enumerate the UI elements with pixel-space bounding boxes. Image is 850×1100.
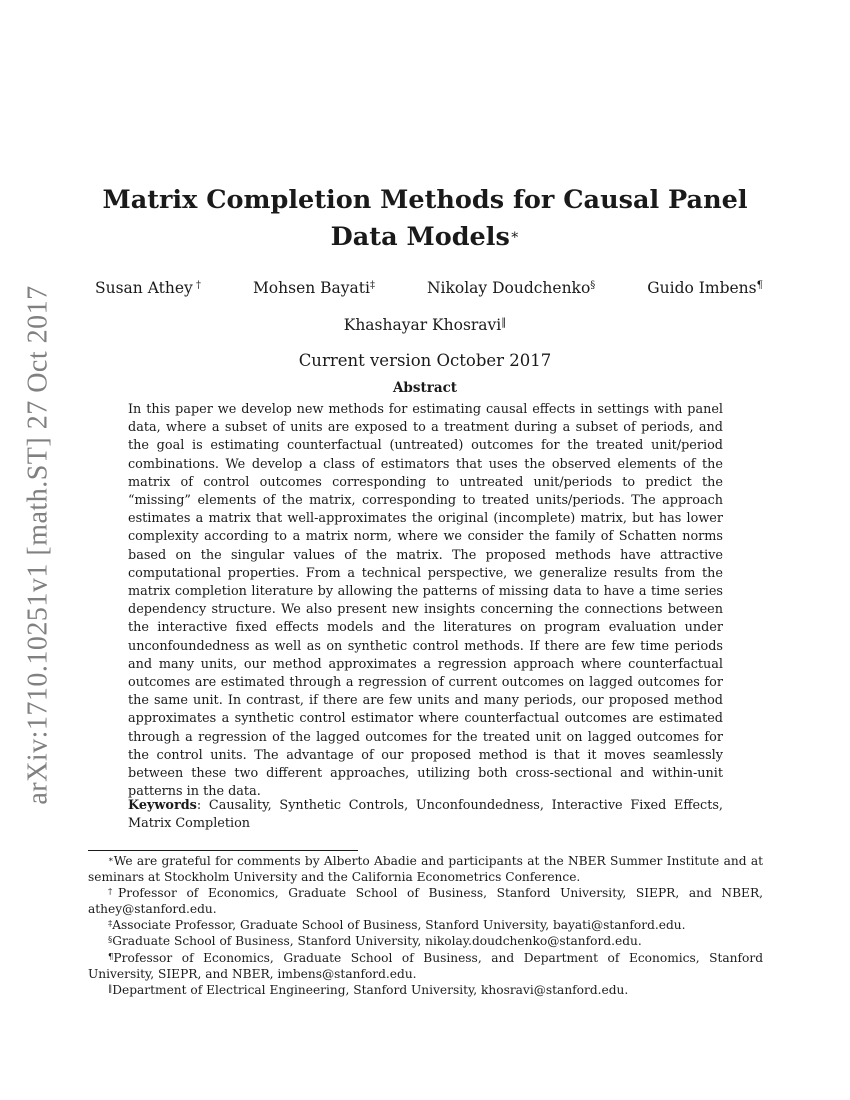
author-marker: ¶ xyxy=(756,280,763,291)
footnote-marker: ∗ xyxy=(108,855,114,865)
author-khosravi xyxy=(80,315,770,335)
arxiv-identifier-text: arXiv:1710.10251v1 [math.ST] 27 Oct 2017 xyxy=(23,284,54,805)
author-doudchenko xyxy=(427,278,595,298)
footnote-marker: ‖ xyxy=(108,983,113,994)
paper-title-text: Matrix Completion Methods for Causal Panel Data Models xyxy=(102,185,748,252)
footnote-marker: ‡ xyxy=(108,919,113,930)
keywords-text: : Causality, Synthetic Controls, Unconfoundedness, Interactive Fixed Effects, Matrix Completion xyxy=(128,798,723,832)
author-bayati xyxy=(253,278,375,298)
keywords-label: Keywords xyxy=(128,798,197,813)
author-list xyxy=(95,278,763,298)
footnote-text: We are grateful for comments by Alberto Abadie and participants at the NBER Summer Institute and at seminars at Stockholm University and the California Econometrics Conference. xyxy=(88,854,763,885)
author-imbens xyxy=(647,278,763,298)
footnote-text: Graduate School of Business, Stanford University, nikolay.doudchenko@stanford.edu. xyxy=(112,934,642,949)
footnote-doudchenko xyxy=(88,933,763,949)
footnote-divider xyxy=(88,850,358,851)
paper-title xyxy=(80,182,770,256)
author-marker: ‖ xyxy=(501,317,507,328)
author-marker: † xyxy=(192,280,201,291)
author-marker: ‡ xyxy=(369,280,375,291)
arxiv-identifier-stamp xyxy=(22,282,56,807)
abstract-body: In this paper we develop new methods for estimating causal effects in settings with panel data, where a subset of units are exposed to a treatment during a subset of periods, and the goal is estimating counterfactual (untreated) outcomes for the treated unit/period combinations. We develop a class of estimators that uses the observed elements of the matrix of control outcomes corresponding to untreated unit/periods to predict the “missing” elements of the matrix, corresponding to treated units/periods. The approach estimates a matrix that well-approximates the original (incomplete) matrix, but has lower complexity according to a matrix norm, where we consider the family of Schatten norms based on the singular values of the matrix. The proposed methods have attractive computational properties. From a technical perspective, we generalize results from the matrix completion literature by allowing the patterns of missing data to have a time series dependency structure. We also present new insights concerning the connections between the interactive fixed effects models and the literatures on program evaluation under unconfoundedness as well as on synthetic control methods. If there are few time periods and many units, our method approximates a regression approach where counterfactual outcomes are estimated through a regression of current outcomes on lagged outcomes for the same unit. In contrast, if there are few units and many periods, our proposed method approximates a synthetic control estimator where counterfactual outcomes are estimated through a regression of the lagged outcomes for the treated unit on lagged outcomes for the control units. The advantage of our proposed method is that it moves seamlessly between these two different approaches, utilizing both cross-sectional and within-unit patterns in the data. xyxy=(128,402,723,800)
footnote-acknowledgements xyxy=(88,853,763,885)
author-name: Susan Athey xyxy=(95,279,193,297)
author-athey xyxy=(95,278,201,298)
title-footnote-marker: ∗ xyxy=(509,227,520,243)
author-name: Mohsen Bayati xyxy=(252,279,370,297)
footnote-athey xyxy=(88,885,763,917)
keywords xyxy=(128,797,723,833)
footnote-imbens xyxy=(88,950,763,982)
footnote-marker: ¶ xyxy=(108,951,114,962)
footnote-text: Professor of Economics, Graduate School of Business, and Department of Economics, Stanford University, SIEPR, and NBER, imbens@stanford.edu. xyxy=(88,950,763,981)
footnote-text: Associate Professor, Graduate School of Business, Stanford University, bayati@stanford.edu. xyxy=(112,918,686,933)
footnote-bayati xyxy=(88,917,763,933)
footnote-khosravi xyxy=(88,982,763,998)
footnote-text: Department of Electrical Engineering, Stanford University, khosravi@stanford.edu. xyxy=(112,982,629,997)
author-name: Nikolay Doudchenko xyxy=(426,279,591,297)
author-name: Khashayar Khosravi xyxy=(343,316,502,334)
footnote-marker: § xyxy=(108,935,113,946)
author-name: Guido Imbens xyxy=(647,279,757,297)
version-date: Current version October 2017 xyxy=(298,351,552,370)
footnote-marker: † xyxy=(108,887,119,898)
footnotes xyxy=(88,853,763,998)
author-marker: § xyxy=(590,280,596,291)
abstract-heading: Abstract xyxy=(392,380,458,396)
footnote-text: Professor of Economics, Graduate School of Business, Stanford University, SIEPR, and NBER, athey@stanford.edu. xyxy=(88,886,763,917)
